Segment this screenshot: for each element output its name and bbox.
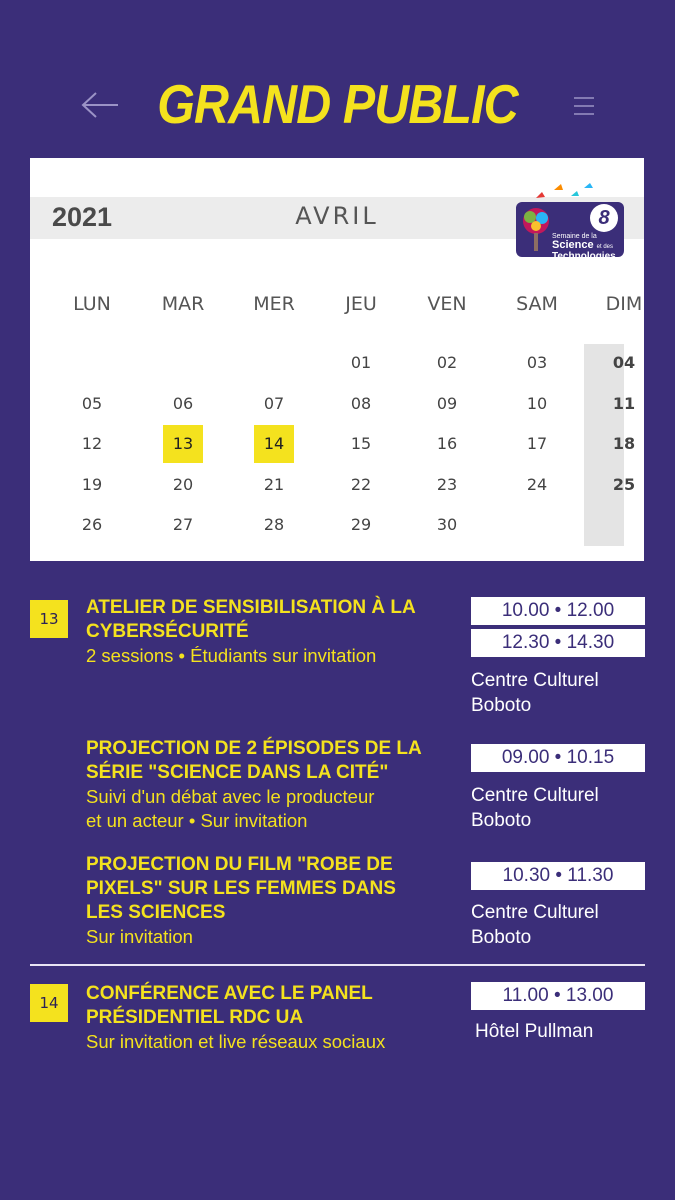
event-subtitle-line: et un acteur • Sur invitation <box>86 810 308 831</box>
event-title <box>86 853 461 925</box>
event-title-line: PIXELS" SUR LES FEMMES DANS <box>86 878 396 899</box>
calendar-day-14[interactable]: 14 <box>254 425 294 463</box>
calendar-day-10[interactable]: 10 <box>526 394 548 413</box>
calendar-day-09[interactable]: 09 <box>436 394 458 413</box>
logo-et-des: et des <box>596 244 614 250</box>
weekday-sam: SAM <box>516 293 558 315</box>
calendar-day-11[interactable]: 11 <box>612 394 636 413</box>
hamburger-menu-icon[interactable] <box>572 95 596 117</box>
weekday-ven: VEN <box>427 293 467 315</box>
calendar-day-19[interactable]: 19 <box>81 475 103 494</box>
calendar-day-05[interactable]: 05 <box>81 394 103 413</box>
date-badge-14: 14 <box>30 984 68 1022</box>
date-badge-13: 13 <box>30 600 68 638</box>
calendar-day-13[interactable]: 13 <box>163 425 203 463</box>
calendar-day-26[interactable]: 26 <box>81 515 103 534</box>
calendar-day-18[interactable]: 18 <box>612 434 636 453</box>
calendar-day-07[interactable]: 07 <box>263 394 285 413</box>
logo-text <box>552 232 622 261</box>
time-slot: 10.30 • 11.30 <box>471 862 645 890</box>
weekday-jeu: JEU <box>345 293 377 315</box>
logo-box <box>516 202 624 262</box>
calendar-day-22[interactable]: 22 <box>350 475 372 494</box>
event-title <box>86 737 461 785</box>
logo-science: Science <box>552 239 594 251</box>
event-title-line: PROJECTION DU FILM "ROBE DE <box>86 854 393 875</box>
calendar-day-27[interactable]: 27 <box>172 515 194 534</box>
event-title-line: ATELIER DE SENSIBILISATION À LA <box>86 597 416 618</box>
calendar-day-16[interactable]: 16 <box>436 434 458 453</box>
calendar-day-23[interactable]: 23 <box>436 475 458 494</box>
weekday-lun: LUN <box>73 293 111 315</box>
calendar-day-17[interactable]: 17 <box>526 434 548 453</box>
event-subtitle <box>86 785 466 833</box>
weekday-mar: MAR <box>161 293 205 315</box>
calendar-day-04[interactable]: 04 <box>612 353 636 372</box>
weekday-mer: MER <box>253 293 295 315</box>
calendar <box>30 158 644 561</box>
time-slot: 09.00 • 10.15 <box>471 744 645 772</box>
event-title-line: CONFÉRENCE AVEC LE PANEL <box>86 983 373 1004</box>
event-title-line: LES SCIENCES <box>86 902 226 923</box>
event-subtitle: Sur invitation <box>86 926 193 947</box>
event-title-line: PRÉSIDENTIEL RDC UA <box>86 1007 304 1028</box>
event-subtitle: Sur invitation et live réseaux sociaux <box>86 1031 386 1052</box>
event-title-line: PROJECTION DE 2 ÉPISODES DE LA <box>86 738 422 759</box>
calendar-day-25[interactable]: 25 <box>612 475 636 494</box>
venue-line: Boboto <box>471 695 532 716</box>
calendar-day-30[interactable]: 30 <box>436 515 458 534</box>
venue-line: Centre Culturel <box>471 902 599 923</box>
logo-number: 8 <box>590 204 618 232</box>
brain-tree-icon <box>518 205 554 255</box>
time-slot: 10.00 • 12.00 <box>471 597 645 625</box>
event-title <box>86 982 461 1030</box>
event-subtitle: 2 sessions • Étudiants sur invitation <box>86 645 377 666</box>
calendar-day-28[interactable]: 28 <box>263 515 285 534</box>
calendar-day-06[interactable]: 06 <box>172 394 194 413</box>
logo-line-1: Semaine de la <box>552 233 597 240</box>
calendar-year: 2021 <box>52 202 113 232</box>
event-logo <box>516 180 626 260</box>
weekday-dim: DIM <box>605 293 643 315</box>
event-venue <box>471 900 651 950</box>
event-venue: Hôtel Pullman <box>475 1021 594 1042</box>
calendar-day-20[interactable]: 20 <box>172 475 194 494</box>
calendar-day-03[interactable]: 03 <box>526 353 548 372</box>
venue-line: Boboto <box>471 810 532 831</box>
venue-line: Centre Culturel <box>471 670 599 691</box>
section-divider <box>30 964 645 966</box>
event-venue <box>471 668 651 718</box>
calendar-day-12[interactable]: 12 <box>81 434 103 453</box>
calendar-day-24[interactable]: 24 <box>526 475 548 494</box>
venue-line: Centre Culturel <box>471 785 599 806</box>
event-subtitle-line: Suivi d'un débat avec le producteur <box>86 786 375 807</box>
header <box>0 70 675 140</box>
calendar-day-29[interactable]: 29 <box>350 515 372 534</box>
calendar-day-21[interactable]: 21 <box>263 475 285 494</box>
logo-line-3: Technologies <box>552 251 616 262</box>
time-slot: 12.30 • 14.30 <box>471 629 645 657</box>
calendar-day-08[interactable]: 08 <box>350 394 372 413</box>
calendar-day-02[interactable]: 02 <box>436 353 458 372</box>
event-venue <box>471 783 651 833</box>
event-title-line: CYBERSÉCURITÉ <box>86 621 249 642</box>
calendar-day-01[interactable]: 01 <box>350 353 372 372</box>
calendar-month: AVRIL <box>295 202 379 230</box>
page-title: GRAND PUBLIC <box>157 73 518 135</box>
venue-line: Boboto <box>471 927 532 948</box>
event-title-line: SÉRIE "SCIENCE DANS LA CITÉ" <box>86 762 389 783</box>
time-slot: 11.00 • 13.00 <box>471 982 645 1010</box>
calendar-day-15[interactable]: 15 <box>350 434 372 453</box>
event-title <box>86 596 461 644</box>
